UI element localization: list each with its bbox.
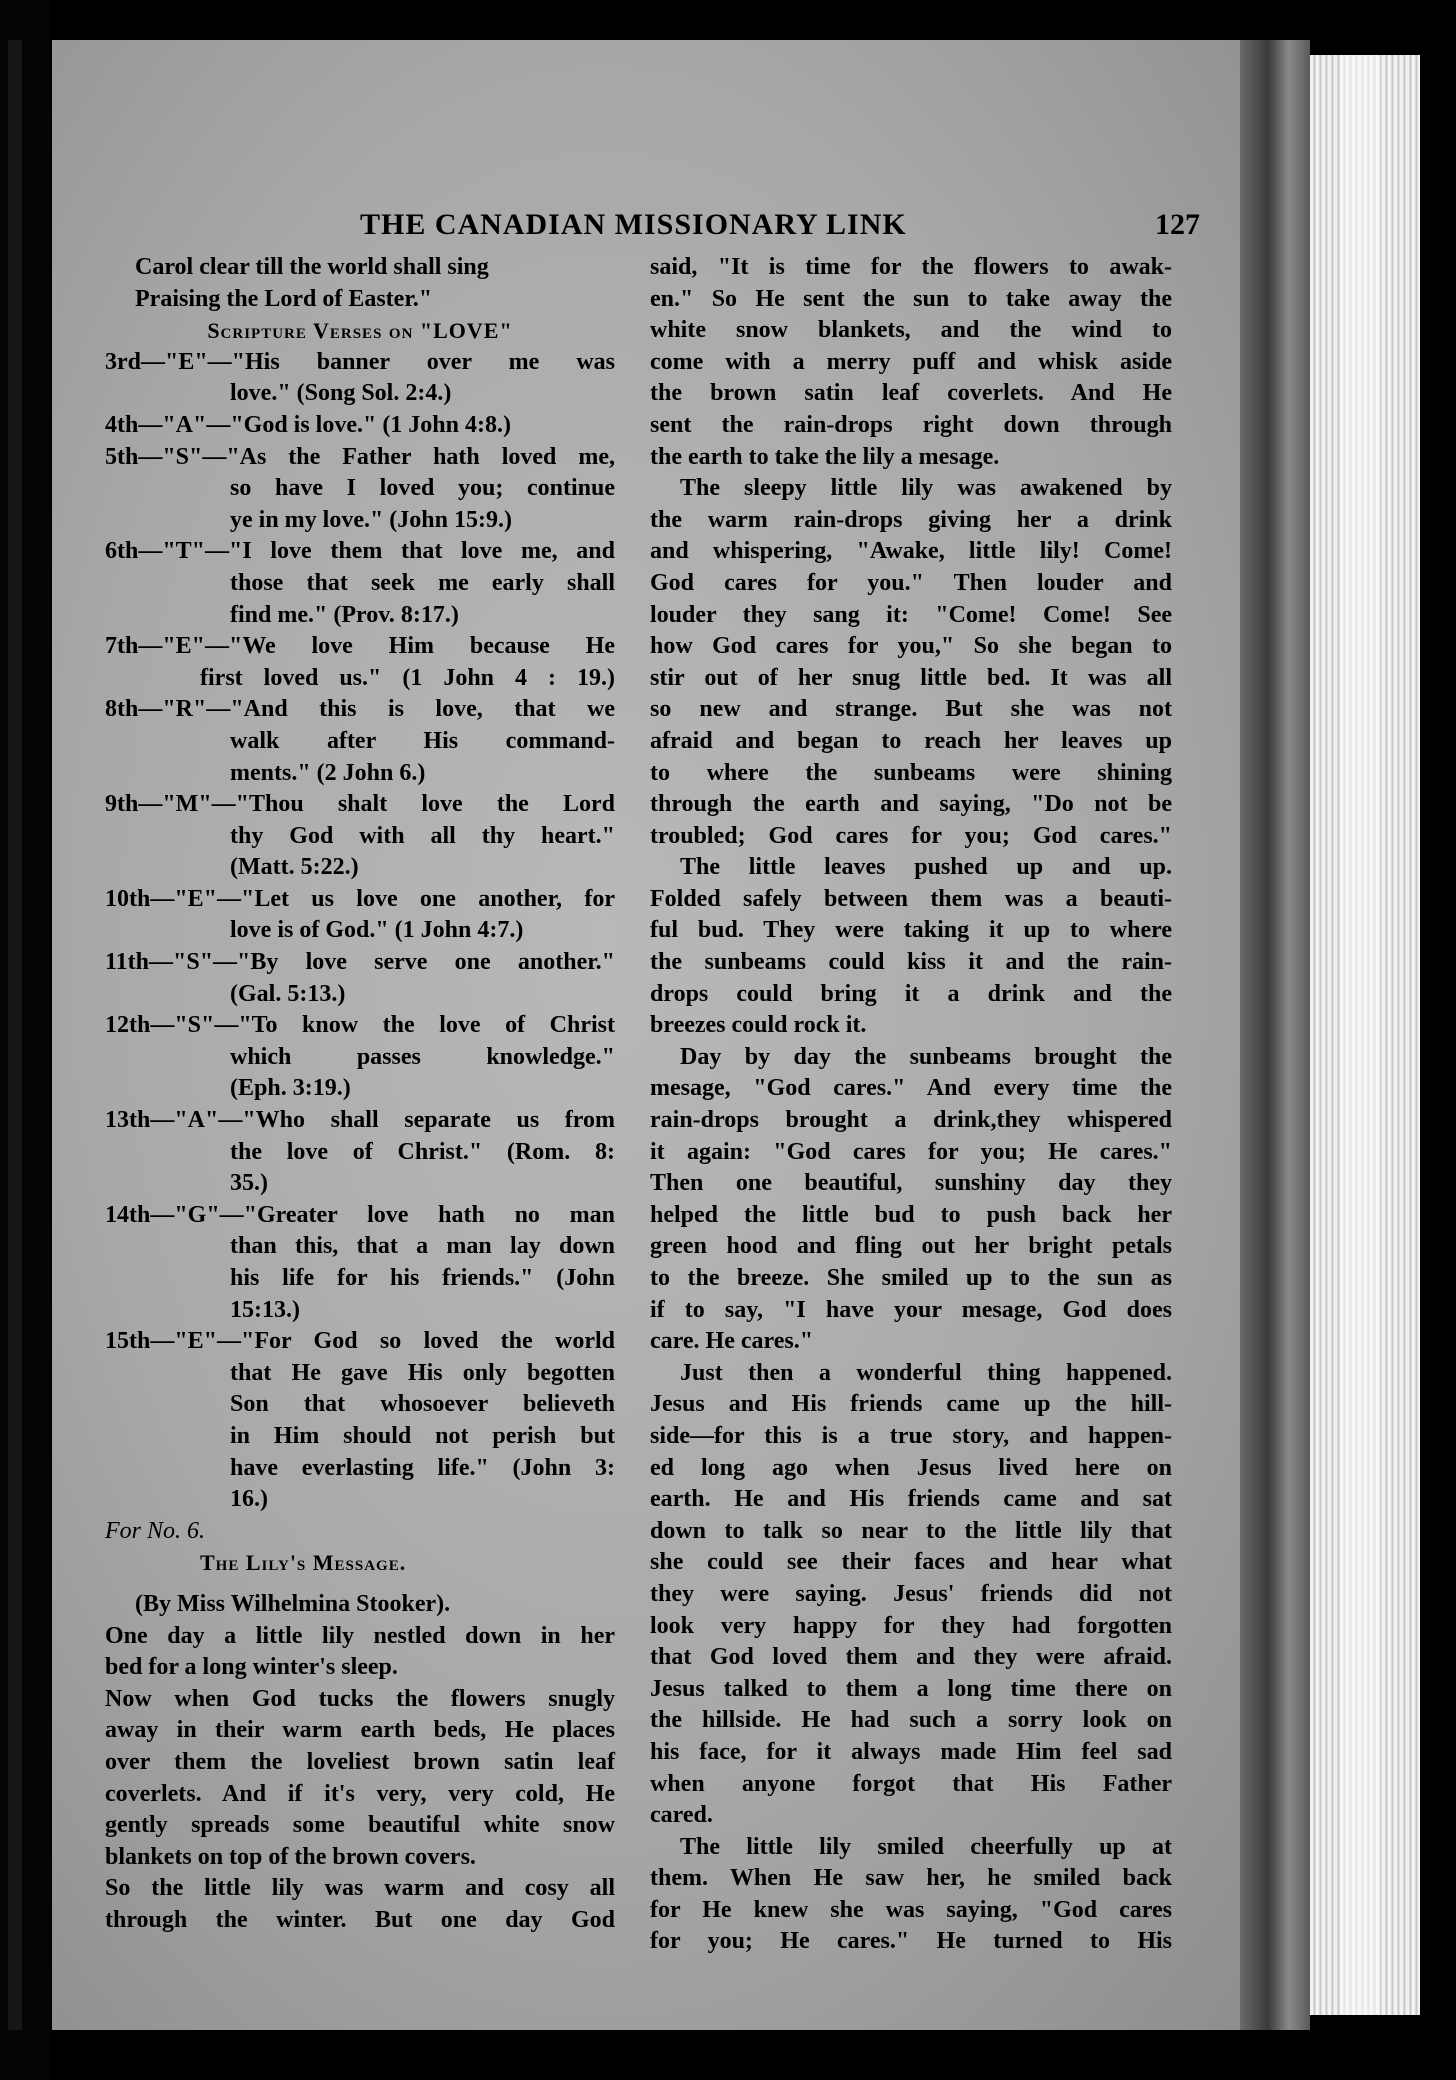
- text-line: those that seek me early shall: [230, 569, 615, 596]
- text-line: gently spreads some beautiful white snow: [105, 1812, 615, 1839]
- text-line: the hillside. He had such a sorry look on: [650, 1707, 1172, 1734]
- text-line: The little lily smiled cheerfully up at: [680, 1833, 1172, 1860]
- text-line: en." So He sent the sun to take away the: [650, 285, 1172, 312]
- text-line: 7th—"E"—"We love Him because He: [105, 633, 615, 660]
- text-line: away in their warm earth beds, He places: [105, 1717, 615, 1744]
- text-line: said, "It is time for the flowers to awak-: [650, 254, 1172, 280]
- text-line: cared.: [650, 1802, 713, 1829]
- text-line: if to say, "I have your mesage, God does: [650, 1296, 1172, 1323]
- text-line: 15:13.): [230, 1296, 300, 1323]
- text-line: in Him should not perish but: [230, 1422, 615, 1449]
- text-line: 14th—"G"—"Greater love hath no man: [105, 1201, 615, 1228]
- text-line: earth. He and His friends came and sat: [650, 1486, 1172, 1513]
- text-line: to where the sunbeams were shining: [650, 759, 1172, 786]
- text-line: (Gal. 5:13.): [230, 980, 346, 1007]
- text-line: God cares for you." Then louder and: [650, 569, 1172, 596]
- text-line: first loved us." (1 John 4 : 19.): [200, 664, 615, 691]
- text-line: it again: "God cares for you; He cares.": [650, 1138, 1172, 1165]
- text-line: 3rd—"E"—"His banner over me was: [105, 348, 615, 375]
- text-line: mesage, "God cares." And every time the: [650, 1075, 1172, 1102]
- page-stack-highlight: [1340, 55, 1380, 2015]
- text-line: (Eph. 3:19.): [230, 1075, 351, 1102]
- text-line: so have I loved you; continue: [230, 475, 615, 502]
- text-line: Then one beautiful, sunshiny day they: [650, 1170, 1172, 1197]
- text-line: when anyone forgot that His Father: [650, 1770, 1172, 1797]
- text-line: the sunbeams could kiss it and the rain-: [650, 949, 1172, 976]
- text-line: through the earth and saying, "Do not be: [650, 791, 1172, 818]
- right-column: [650, 252, 1172, 1958]
- text-line: Scripture Verses on "LOVE": [207, 318, 513, 344]
- left-page-edge: [0, 0, 50, 2080]
- text-line: troubled; God cares for you; God cares.": [650, 822, 1172, 849]
- text-line: Now when God tucks the flowers snugly: [105, 1685, 615, 1712]
- text-line: ed long ago when Jesus lived here on: [650, 1454, 1172, 1481]
- text-line: Day by day the sunbeams brought the: [680, 1043, 1172, 1070]
- running-head: [360, 208, 1200, 248]
- text-line: his face, for it always made Him feel sad: [650, 1738, 1172, 1765]
- text-line: rain-drops brought a drink,they whispered: [650, 1107, 1172, 1134]
- text-line: Folded safely between them was a beauti-: [650, 885, 1172, 912]
- text-line: 12th—"S"—"To know the love of Christ: [105, 1012, 615, 1039]
- text-line: The sleepy little lily was awakened by: [680, 475, 1172, 502]
- text-line: 11th—"S"—"By love serve one another.": [105, 949, 615, 976]
- text-line: green hood and fling out her bright petals: [650, 1233, 1172, 1260]
- text-line: coverlets. And if it's very, very cold, He: [105, 1780, 615, 1807]
- text-line: have everlasting life." (John 3:: [230, 1454, 615, 1481]
- text-line: the love of Christ." (Rom. 8:: [230, 1138, 615, 1165]
- text-line: 4th—"A"—"God is love." (1 John 4:8.): [105, 411, 511, 438]
- text-line: 10th—"E"—"Let us love one another, for: [105, 885, 615, 912]
- text-line: The little leaves pushed up and up.: [680, 854, 1172, 881]
- text-line: for He knew she was saying, "God cares: [650, 1896, 1172, 1923]
- text-line: over them the loveliest brown satin leaf: [105, 1748, 615, 1775]
- text-line: so new and strange. But she was not: [650, 696, 1172, 723]
- text-line: The Lily's Message.: [200, 1550, 407, 1576]
- text-line: 13th—"A"—"Who shall separate us from: [105, 1107, 615, 1134]
- text-line: Son that whosoever believeth: [230, 1391, 615, 1418]
- text-line: For No. 6.: [105, 1517, 206, 1544]
- text-line: love." (Song Sol. 2:4.): [230, 380, 452, 407]
- left-binding-strip: [8, 40, 22, 2030]
- text-line: bed for a long winter's sleep.: [105, 1654, 398, 1681]
- text-line: for you; He cares." He turned to His: [650, 1928, 1172, 1955]
- text-line: to the breeze. She smiled up to the sun as: [650, 1265, 1172, 1291]
- text-line: thy God with all thy heart.": [230, 822, 615, 849]
- text-line: breezes could rock it.: [650, 1012, 867, 1039]
- text-line: blankets on top of the brown covers.: [105, 1843, 476, 1870]
- text-line: louder they sang it: "Come! Come! See: [650, 601, 1172, 628]
- text-line: that God loved them and they were afraid.: [650, 1644, 1172, 1671]
- text-line: she could see their faces and hear what: [650, 1549, 1172, 1576]
- text-line: 9th—"M"—"Thou shalt love the Lord: [105, 791, 615, 818]
- text-line: ful bud. They were taking it up to where: [650, 917, 1172, 944]
- text-line: look very happy for they had forgotten: [650, 1612, 1172, 1639]
- left-column: [105, 252, 615, 1936]
- text-line: the earth to take the lily a mesage.: [650, 443, 1000, 470]
- text-line: helped the little bud to push back her: [650, 1201, 1172, 1228]
- text-line: the brown satin leaf coverlets. And He: [650, 380, 1172, 407]
- text-line: sent the rain-drops right down through: [650, 411, 1172, 438]
- text-line: 15th—"E"—"For God so loved the world: [105, 1328, 615, 1355]
- text-line: which passes knowledge.": [230, 1043, 615, 1070]
- text-line: (Matt. 5:22.): [230, 854, 359, 881]
- text-line: side—for this is a true story, and happen-: [650, 1422, 1172, 1449]
- text-line: they were saying. Jesus' friends did not: [650, 1580, 1172, 1607]
- text-line: how God cares for you," So she began to: [650, 633, 1172, 660]
- text-line: (By Miss Wilhelmina Stooker).: [135, 1590, 451, 1617]
- text-line: care. He cares.": [650, 1328, 814, 1355]
- text-line: find me." (Prov. 8:17.): [230, 601, 459, 628]
- text-line: drops could bring it a drink and the: [650, 980, 1172, 1007]
- text-line: 16.): [230, 1486, 268, 1513]
- text-line: stir out of her snug little bed. It was all: [650, 664, 1172, 691]
- text-line: 35.): [230, 1170, 268, 1197]
- text-line: than this, that a man lay down: [230, 1233, 615, 1260]
- text-line: the warm rain-drops giving her a drink: [650, 506, 1172, 533]
- text-line: Jesus talked to them a long time there on: [650, 1675, 1172, 1702]
- text-line: 8th—"R"—"And this is love, that we: [105, 696, 615, 723]
- text-line: One day a little lily nestled down in her: [105, 1622, 615, 1649]
- running-title: THE CANADIAN MISSIONARY LINK: [360, 208, 907, 241]
- text-line: afraid and began to reach her leaves up: [650, 727, 1172, 754]
- text-line: 5th—"S"—"As the Father hath loved me,: [105, 443, 615, 470]
- text-line: Just then a wonderful thing happened.: [680, 1359, 1172, 1386]
- text-line: down to talk so near to the little lily that: [650, 1517, 1172, 1544]
- text-line: that He gave His only begotten: [230, 1359, 615, 1386]
- book-gutter: [1240, 40, 1310, 2030]
- text-line: his life for his friends." (John: [230, 1265, 615, 1291]
- text-line: Jesus and His friends came up the hill-: [650, 1391, 1172, 1418]
- text-line: white snow blankets, and the wind to: [650, 317, 1172, 344]
- text-line: So the little lily was warm and cosy all: [105, 1875, 615, 1902]
- text-line: love is of God." (1 John 4:7.): [230, 917, 524, 944]
- text-line: Praising the Lord of Easter.": [135, 285, 433, 312]
- text-line: ye in my love." (John 15:9.): [230, 506, 512, 533]
- page-number: 127: [1155, 208, 1200, 241]
- text-line: ments." (2 John 6.): [230, 759, 426, 786]
- text-line: walk after His command-: [230, 727, 615, 754]
- text-line: 6th—"T"—"I love them that love me, and: [105, 538, 615, 565]
- text-line: come with a merry puff and whisk aside: [650, 348, 1172, 375]
- text-line: Carol clear till the world shall sing: [135, 254, 489, 280]
- text-line: and whispering, "Awake, little lily! Come!: [650, 538, 1172, 565]
- text-line: them. When He saw her, he smiled back: [650, 1865, 1172, 1892]
- text-line: through the winter. But one day God: [105, 1906, 615, 1933]
